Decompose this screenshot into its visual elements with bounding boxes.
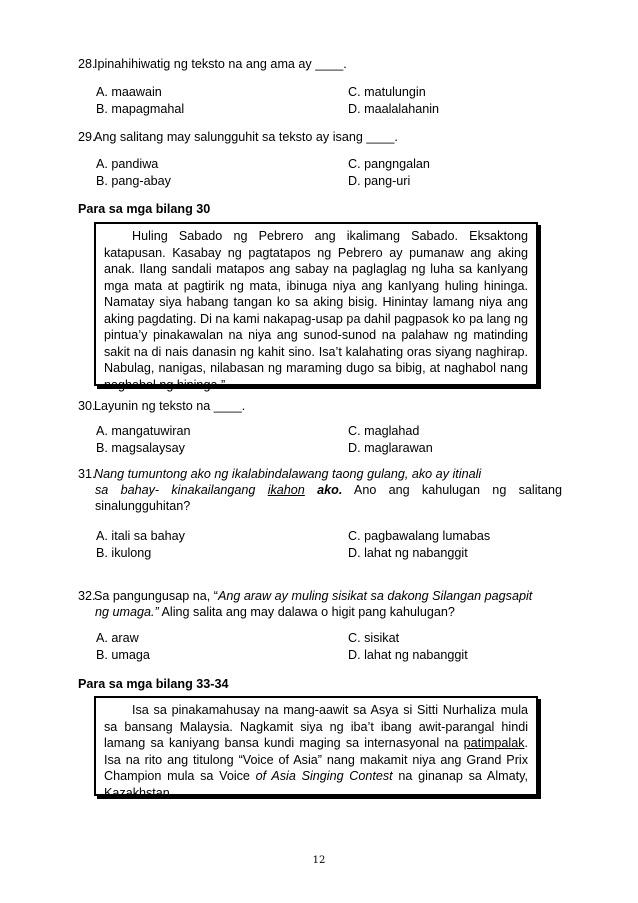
question-text: Ipinahihiwatig ng teksto na ang ama ay ____. [94,57,347,71]
question-text: Layunin ng teksto na ____. [94,399,246,413]
option-c: C. pagbawalang lumabas [348,529,491,543]
question-text-italic: sa bahay- kinakailangang [95,483,256,497]
option-b: B. umaga [96,648,150,662]
question-29-options [96,156,566,190]
option-d: D. maglarawan [348,441,433,455]
option-c: C. sisikat [348,631,400,645]
option-d: D. lahat ng nabanggit [348,648,468,662]
passage-box-33-34 [94,696,538,800]
question-number: 31. [78,467,96,481]
question-text: Ano ang kahulugan ng salitang [342,483,563,497]
question-32-options [96,630,566,664]
question-number: 32. [78,589,96,603]
passage-italic: of Asia Singing Contest [255,769,393,783]
question-quote: Ang araw ay muling sisikat sa dakong Silangan pagsapit [217,589,533,603]
option-b: B. magsalaysay [96,441,185,455]
option-a: A. pandiwa [96,157,159,171]
question-number: 29. [78,130,96,144]
question-32 [78,588,562,620]
passage-text: Huling Sabado ng Pebrero ang ikalimang Sabado. Eksaktong katapusan. Kasabay ng pagtatapos ng Pebrero ay pumanaw ang aking anak. Ilang sandali matapos ang sabay na paglaglag ng luha sa kanIyang mga mata at pagtirik ng mata, ibinuga niya ang kanIyang huling hininga. Namatay siya habang tangan ko sa aking bisig. Hinintay lamang niya ang aking pagdating. Di na kami nakapag-usap pa dahil pagpasok ko pa lang ng pintua’y pinakawalan na niya ang sunod-sunod na palahaw ng matinding sakit na di nais danasin ng kahit sino. Isa’t kalahating oras siyang naghirap. Nabulag, nanigas, nilabasan ng maraming dugo sa bibig, at naghabol nang naghabol ng hininga.” [104,229,528,392]
option-c: C. pangngalan [348,157,430,171]
question-text: Ang salitang may salungguhit sa teksto ay isang ____. [94,130,398,144]
passage-box-30 [94,222,538,392]
question-30 [78,398,568,414]
option-d: D. maalalahanin [348,102,440,116]
question-text-bold-italic: ako. [317,483,343,497]
option-a: A. araw [96,631,139,645]
section-header-30: Para sa mga bilang 30 [78,202,211,216]
option-a: A. itali sa bahay [96,529,185,543]
option-a: A. mangatuwiran [96,424,191,438]
option-d: D. lahat ng nabanggit [348,546,468,560]
option-b: B. pang-abay [96,174,171,188]
question-28 [78,56,568,72]
question-31 [78,466,562,514]
question-text: Sa pangungusap na, “ [94,589,218,603]
passage-text: na ginanap sa Almaty, Kazakhstan. [104,769,528,800]
question-quote: ng umaga.” [95,605,159,619]
option-b: B. ikulong [96,546,152,560]
question-text-italic: Nang tumuntong ako ng ikalabindalawang taong gulang, ako ay itinali [94,467,482,481]
page-number: 12 [312,855,326,866]
underlined-word: ikahon [267,483,305,497]
passage-text: . Isa na rito ang titulong “Voice of Asia” nang makamit niya ang Grand Prix Champion mula sa Voice [104,736,528,783]
section-header-33-34: Para sa mga bilang 33-34 [78,677,229,691]
option-d: D. pang-uri [348,174,411,188]
question-text: Aling salita ang may dalawa o higit pang kahulugan? [158,605,455,619]
passage-text: Isa sa pinakamahusay na mang-aawit sa Asya si Sitti Nurhaliza mula sa bansang Malaysia. Nagkamit siya ng iba’t ibang awit-parangal hindi lamang sa kaniyang bansa kundi maging sa internasyonal na [104,703,528,750]
question-31-options [96,528,566,562]
question-30-options [96,423,566,457]
option-a: A. maawain [96,85,162,99]
question-29 [78,129,568,145]
question-28-options [96,84,566,118]
question-number: 30. [78,399,96,413]
option-b: B. mapagmahal [96,102,185,116]
option-c: C. matulungin [348,85,426,99]
question-text: sinalungguhitan? [95,499,191,513]
question-number: 28. [78,57,96,71]
option-c: C. maglahad [348,424,420,438]
underlined-word: patimpalak [463,736,525,750]
